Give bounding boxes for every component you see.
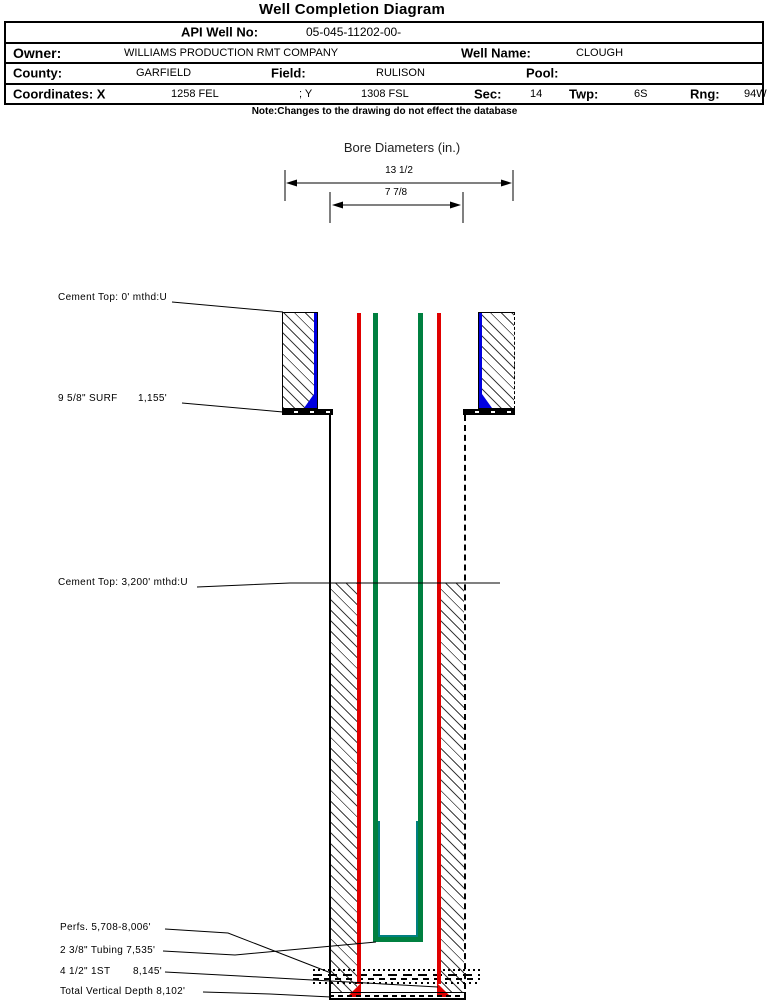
section-value: 14 [530, 87, 543, 100]
coordinate-y-value: 1308 FSL [361, 87, 409, 100]
inner-bore-diameter-label: 7 7/8 [384, 187, 408, 198]
outer-bore-diameter-label: 13 1/2 [385, 165, 413, 176]
table-row-api [6, 23, 762, 42]
pool-label: Pool: [526, 65, 559, 81]
api-well-no-label: API Well No: [181, 24, 259, 40]
annotation-leader-lines [163, 302, 500, 997]
leader-total-depth [203, 992, 331, 997]
field-value: RULISON [376, 67, 425, 80]
leader-surface-casing [182, 403, 283, 412]
range-label: Rng: [690, 86, 720, 102]
page-title: Well Completion Diagram [258, 1, 445, 18]
coordinate-y-label: ; Y [299, 87, 313, 100]
township-label: Twp: [569, 86, 599, 102]
production-casing-size: 4 1/2" 1ST [60, 966, 111, 977]
owner-label: Owner: [13, 44, 62, 61]
surface-casing-size: 9 5/8" SURF [58, 393, 118, 404]
leader-tubing [163, 942, 376, 955]
cement-top-surface-label: Cement Top: 0' mthd:U [58, 292, 168, 303]
database-note: Note:Changes to the drawing do not effect the database [251, 106, 518, 117]
coordinate-x-value: 1258 FEL [171, 87, 219, 100]
arrow-right-icon [450, 202, 461, 209]
production-casing-depth: 8,145' [133, 966, 163, 977]
table-row-owner [6, 42, 762, 63]
wellbore-diagram [0, 121, 769, 1001]
leader-lines-overlay [0, 121, 769, 1001]
well-name-label: Well Name: [461, 45, 531, 61]
field-label: Field: [271, 65, 306, 81]
range-value: 94W [744, 87, 767, 100]
well-name-value: CLOUGH [576, 46, 624, 59]
leader-cement-top-surface [172, 302, 283, 312]
production-casing-label [60, 966, 163, 977]
coordinates-label: Coordinates: X [13, 86, 106, 102]
total-vertical-depth-label: Total Vertical Depth 8,102' [60, 986, 186, 997]
api-well-no-value: 05-045-11202-00- [306, 25, 402, 40]
arrow-left-icon [286, 180, 297, 187]
leader-cement-top-production [197, 583, 500, 587]
table-row-coordinates [6, 83, 767, 104]
arrow-left-icon [332, 202, 343, 209]
county-value: GARFIELD [136, 67, 192, 80]
tubing-label: 2 3/8" Tubing 7,535' [60, 945, 156, 956]
leader-production-casing [165, 972, 438, 987]
well-info-table [4, 21, 767, 105]
leader-perforations [165, 929, 331, 973]
owner-value: WILLIAMS PRODUCTION RMT COMPANY [124, 46, 339, 59]
table-row-county [6, 62, 762, 83]
cement-top-production-label: Cement Top: 3,200' mthd:U [58, 577, 188, 588]
surface-casing-depth: 1,155' [138, 393, 168, 404]
section-label: Sec: [474, 86, 502, 102]
bore-diameters-title: Bore Diameters (in.) [343, 140, 461, 155]
township-value: 6S [634, 87, 648, 100]
perforations-label: Perfs. 5,708-8,006' [60, 922, 151, 933]
surface-casing-label [58, 393, 168, 404]
arrow-right-icon [501, 180, 512, 187]
county-label: County: [13, 65, 63, 81]
